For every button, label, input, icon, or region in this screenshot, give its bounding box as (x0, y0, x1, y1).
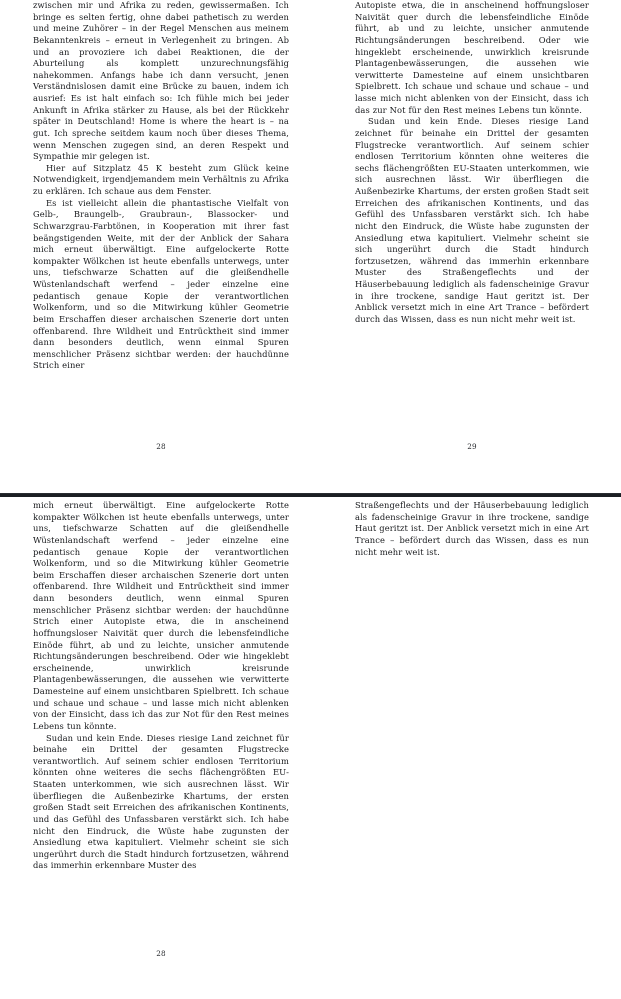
paragraph: Straßengeflechts und der Häuserbebauung lediglich als fadenscheinige Gravur in ihre trockene, sandige Haut geritzt ist. Der Anblick versetzt mich in eine Art Trance – befördert durch das Wissen, dass es nun nicht mehr weit ist. (355, 500, 589, 557)
paragraph: Es ist vielleicht allein die phantastische Vielfalt von Gelb-, Braungelb-, Graubraun-, Blassocker- und Schwarzgrau-Farbtönen, in Kooperation mit ihrer fast beängstigenden Weite, mit der der Anblick der Sahara mich erneut überwältigt. Eine aufgelockerte Rotte kompakter Wölkchen ist heute ebenfalls unterwegs, unter uns, tiefschwarze Schatten auf die gleißendhelle Wüstenlandschaft werfend – jeder einzelne eine pedantisch genaue Kopie der verantwortlichen Wolkenform, und so die Mitwirkung kühler Geometrie beim Erschaffen dieser archaischen Szenerie dort unten offenbarend. Ihre Wildheit und Entrücktheit sind immer dann besonders deutlich, wenn einmal Spuren menschlicher Präsenz sichtbar werden: der hauchdünne Strich einer (33, 197, 289, 371)
paragraph: Sudan und kein Ende. Dieses riesige Land zeichnet für beinahe ein Drittel der gesamten Flugstrecke verantwortlich. Auf seinem schier endlosen Territorium könnten ohne weiteres die sechs flächengrößten EU-Staaten unterkommen, wie sich ausrechnen lässt. Wir überfliegen die Außenbezirke Khartums, der ersten großen Stadt seit Erreichen des afrikanischen Kontinents, und das Gefühl des Unfassbaren verstärkt sich. Ich habe nicht den Eindruck, die Wüste habe zugunsten der Ansiedlung etwa kapituliert. Vielmehr scheint sie sich ungerührt durch die Stadt hindurch fortzusetzen, während das immerhin erkennbare Muster des (33, 732, 289, 871)
spread-divider (0, 493, 621, 497)
spread-top-right-page-column (355, 0, 589, 326)
page-spread-top (0, 0, 621, 494)
page-number-left: 28 (156, 949, 166, 958)
paragraph: Autopiste etwa, die in anscheinend hoffnungsloser Naivität quer durch die lebensfeindliche Einöde führt, ab und zu leichte, unsicher anmutende Richtungsänderungen beschreibend. Oder wie hingeklebt erscheinende, unwirklich kreisrunde Plantagenbewässerungen, die aussehen wie verwitterte Damesteine auf einem unsichtbaren Spielbrett. Ich schaue und schaue und schaue – und lasse mich nicht ablenken von der Einsicht, dass ich das zur Not für den Rest meines Lebens tun könnte. (355, 0, 589, 115)
page-spread-bottom (0, 500, 621, 999)
paragraph: Sudan und kein Ende. Dieses riesige Land zeichnet für beinahe ein Drittel der gesamten Flugstrecke verantwortlich. Auf seinem schier endlosen Territorium könnten ohne weiteres die sechs flächengrößten EU-Staaten unterkommen, wie sich ausrechnen lässt. Wir überfliegen die Außenbezirke Khartums, der ersten großen Stadt seit Erreichen des afrikanischen Kontinents, und das Gefühl des Unfassbaren verstärkt sich. Ich habe nicht den Eindruck, die Wüste habe zugunsten der Ansiedlung etwa kapituliert. Vielmehr scheint sie sich ungerührt durch die Stadt hindurch fortzusetzen, während das immerhin erkennbare Muster des Straßengeflechts und der Häuserbebauung lediglich als fadenscheinige Gravur in ihre trockene, sandige Haut geritzt ist. Der Anblick versetzt mich in eine Art Trance – befördert durch das Wissen, dass es nun nicht mehr weit ist. (355, 116, 589, 324)
spread-bottom-columns (0, 500, 621, 999)
paragraph: mich erneut überwältigt. Eine aufgelockerte Rotte kompakter Wölkchen ist heute ebenfalls unterwegs, unter uns, tiefschwarze Schatten auf die gleißendhelle Wüstenlandschaft werfend – jeder einzelne eine pedantisch genaue Kopie der verantwortlichen Wolkenform, und so die Mitwirkung kühler Geometrie beim Erschaffen dieser archaischen Szenerie dort unten offenbarend. Ihre Wildheit und Entrücktheit sind immer dann besonders deutlich, wenn einmal Spuren menschlicher Präsenz sichtbar werden: der hauchdünne Strich einer Autopiste etwa, die in anscheinend hoffnungsloser Naivität quer durch die lebensfeindliche Einöde führt, ab und zu leichte, unsicher anmutende Richtungsänderungen beschreibend. Oder wie hingeklebt erscheinende, unwirklich kreisrunde Plantagenbewässerungen, die aussehen wie verwitterte Damesteine auf einem unsichtbaren Spielbrett. Ich schaue und schaue und schaue – und lasse mich nicht ablenken von der Einsicht, dass ich das zur Not für den Rest meines Lebens tun könnte. (33, 500, 289, 731)
spread-bottom-left-page-column (33, 500, 289, 872)
paragraph: Hier auf Sitzplatz 45 K besteht zum Glück keine Notwendigkeit, irgendjemandem mein Verhältnis zu Afrika zu erklären. Ich schaue aus dem Fenster. (33, 162, 289, 196)
spread-bottom-right-page-column (355, 500, 589, 558)
spread-top-columns (0, 0, 621, 494)
paragraph: zwischen mir und Afrika zu reden, gewissermaßen. Ich bringe es selten fertig, ohne dabei pathetisch zu werden und meine Zuhörer – in der Regel Menschen aus meinem Bekanntenkreis – erneut in Verlegenheit zu bringen. Ab und an provoziere ich dabei Reaktionen, die der Aburteilung als komplett unzurechnungsfähig nahekommen. Anfangs habe ich dann versucht, jenen Verständnislosen damit eine Brücke zu bauen, indem ich ausrief: Es ist halt einfach so: Ich fühle mich bei jeder Ankunft in Afrika stärker zu Hause, als bei der Rückkehr später in Deutschland! Home is where the heart is – na gut. Ich spreche seitdem kaum noch über dieses Thema, wenn Menschen zugegen sind, an deren Respekt und Sympathie mir gelegen ist. (33, 0, 289, 162)
page-number-right: 29 (467, 442, 477, 451)
spread-top-left-page-column (33, 0, 289, 372)
page-number-left: 28 (156, 442, 166, 451)
